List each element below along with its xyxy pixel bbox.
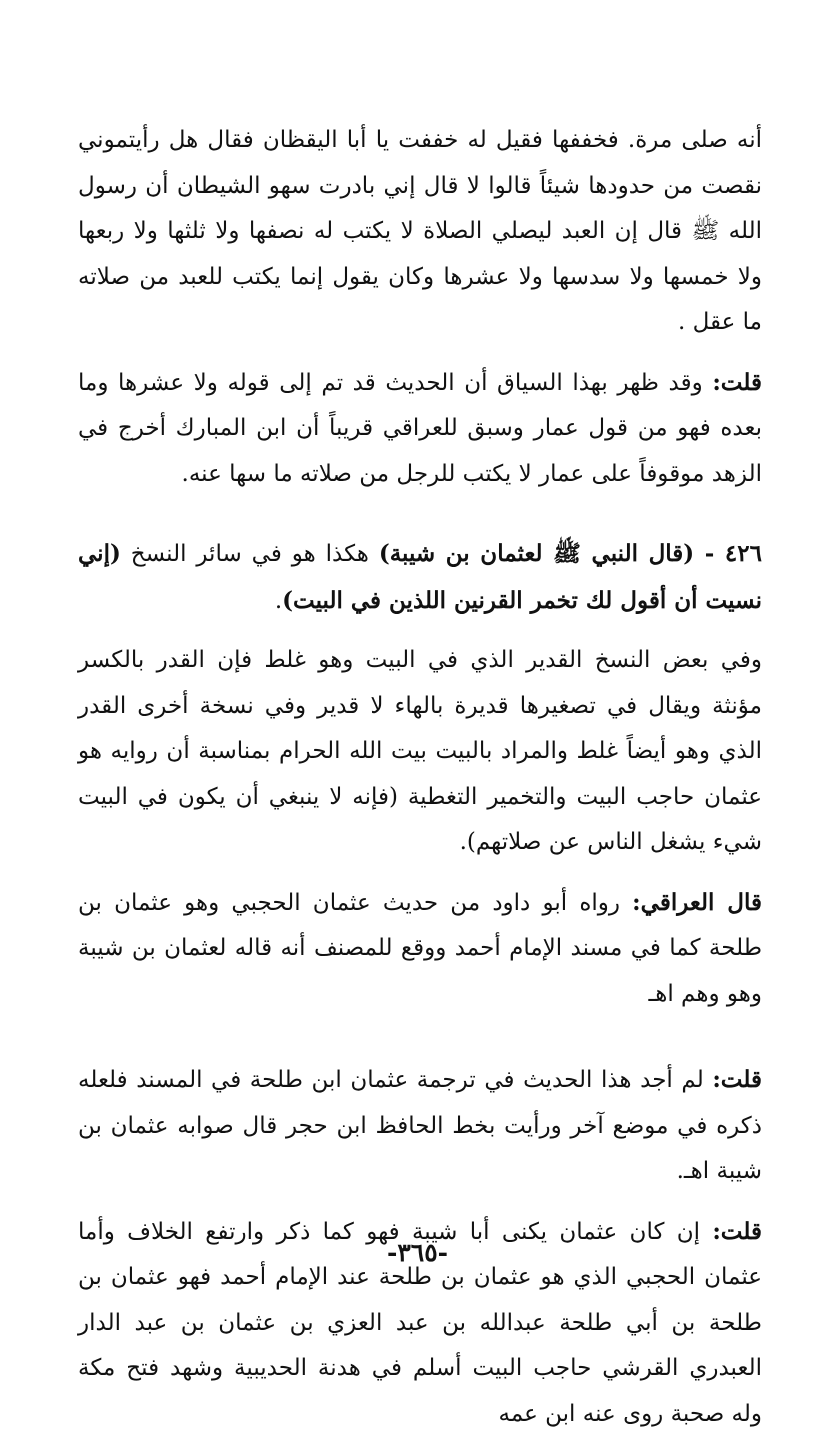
paragraph-7-label: قلت: bbox=[712, 1218, 762, 1245]
entry-heading-note: هكذا هو في سائر النسخ bbox=[121, 541, 379, 567]
entry-end: . bbox=[275, 588, 282, 614]
paragraph-1 bbox=[78, 118, 762, 346]
paragraph-4 bbox=[78, 638, 762, 866]
paragraph-5-text: رواه أبو داود من حديث عثمان الحجبي وهو عثمان بن طلحة كما في مسند الإمام أحمد ووقع للمصنف أنه قاله لعثمان بن شيبة وهو وهم اهـ bbox=[78, 890, 762, 1007]
paragraph-1-text: أنه صلى مرة. فخففها فقيل له خففت يا أبا اليقظان فقال هل رأيتموني نقصت من حدودها شيئاً قالوا لا قال إني بادرت سهو الشيطان أن رسول الله ﷺ قال إن العبد ليصلي الصلاة لا يكتب له نصفها ولا ثلثها ولا ربعها ولا خمسها ولا سدسها ولا عشرها وكان يقول إنما يكتب للعبد من صلاته ما عقل . bbox=[78, 127, 762, 335]
paragraph-2-label: قلت: bbox=[712, 369, 762, 396]
entry-heading: ٤٢٦ - (قال النبي ﷺ لعثمان بن شيبة) bbox=[379, 540, 762, 567]
paragraph-6-label: قلت: bbox=[712, 1066, 762, 1093]
paragraph-2-text: وقد ظهر بهذا السياق أن الحديث قد تم إلى قوله ولا عشرها وما بعده فهو من قول عمار وسبق للعراقي قريباً أن ابن المبارك أخرج في الزهد موقوفاً على عمار لا يكتب للرجل من صلاته ما سها عنه. bbox=[78, 370, 762, 487]
paragraph-6 bbox=[78, 1057, 762, 1195]
paragraph-3 bbox=[78, 531, 762, 624]
paragraph-7-text: إن كان عثمان يكنى أبا شيبة فهو كما ذكر وارتفع الخلاف وأما عثمان الحجبي الذي هو عثمان بن طلحة عند الإمام أحمد فهو عثمان بن طلحة بن أبي طلحة عبدالله بن عبد العزي بن عثمان بن عبد الدار العبدري القرشي حاجب البيت أسلم في هدنة الحديبية وشهد فتح مكة وله صحبة روى عنه ابن عمه bbox=[78, 1219, 762, 1427]
paragraph-5 bbox=[78, 880, 762, 1018]
entry-quote: (إني نسيت أن أقول لك تخمر القرنين اللذين في البيت) bbox=[78, 540, 762, 614]
paragraph-2 bbox=[78, 360, 762, 498]
paragraph-6-text: لم أجد هذا الحديث في ترجمة عثمان ابن طلحة في المسند فلعله ذكره في موضع آخر ورأيت بخط الحافظ ابن حجر قال صوابه عثمان بن شيبة اهـ. bbox=[78, 1067, 762, 1184]
paragraph-5-label: قال العراقي: bbox=[632, 889, 762, 916]
page-number: -٣٦٥- bbox=[0, 1238, 835, 1267]
paragraph-4-text: وفي بعض النسخ القدير الذي في البيت وهو غلط فإن القدر بالكسر مؤنثة ويقال في تصغيرها قديرة بالهاء لا قدير وفي نسخة أخرى القدر الذي وهو أيضاً غلط والمراد بالبيت بيت الله الحرام بمناسبة أن روايه هو عثمان حاجب البيت والتخمير التغطية (فإنه لا ينبغي أن يكون في البيت شيء يشغل الناس عن صلاتهم). bbox=[78, 647, 762, 855]
